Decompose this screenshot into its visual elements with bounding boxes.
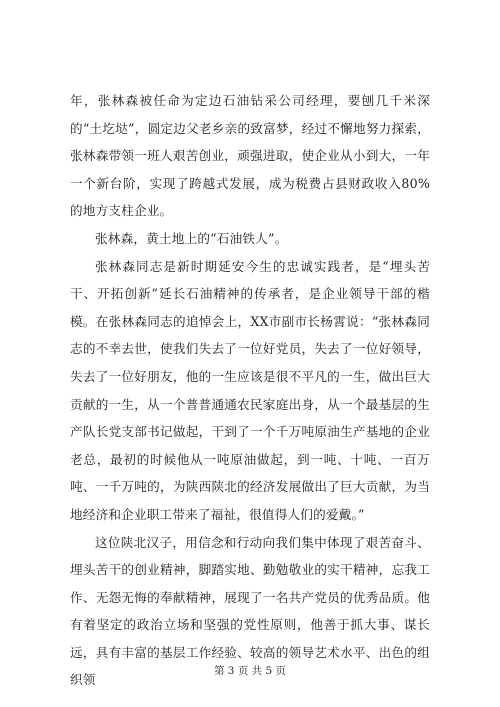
body-text: [70, 87, 430, 694]
paragraph-continuation: 年，张林森被任命为定边石油钻采公司经理，要刨几千米深的“土圪垯”，圆定边父老乡亲的致富梦，经过不懈地努力探索，张林森带领一班人艰苦创业，顽强进取，使企业从小到大，一年一个新台阶，实现了跨越式发展，成为税费占县财政收入80%的地方支柱企业。: [70, 93, 430, 219]
paragraph-heading-line: 张林森，黄土地上的“石油铁人”。: [95, 230, 288, 246]
paragraph-eulogy: 张林森同志是新时期延安今生的忠诚实践者，是“埋头苦干、开拓创新”延长石油精神的传承者，是企业领导干部的楷模。在张林森同志的追悼会上，XX市副市长杨霄说：“张林森同志的不幸去世，使我们失去了一位好党员，失去了一位好领导，失去了一位好朋友，他的一生应该是很不平凡的一生，做出巨大贡献的一生，从一个普普通通农民家庭出身，从一个最基层的生产队长党支部书记做起，干到了一个千万吨原油生产基地的企业老总，最初的时候他从一吨原油做起，到一吨、十吨、一百万吨、一千万吨的，为陕西陕北的经济发展做出了巨大贡献，为当地经济和企业职工带来了福祉，很值得人们的爱戴。”: [70, 258, 430, 522]
page-footer: 第 3 页 共 5 页: [213, 665, 287, 677]
paragraph-spirit: 这位陕北汉子，用信念和行动向我们集中体现了艰苦奋斗、埋头苦干的创业精神，脚踏实地、勤勉敬业的实干精神，忘我工作、无怨无悔的奉献精神，展现了一名共产党员的优秀品质。他有着坚定的政治立场和坚强的党性原则，他善于抓大事、谋长远，具有丰富的基层工作经验、较高的领导艺术水平、出色的组织领: [70, 534, 430, 688]
